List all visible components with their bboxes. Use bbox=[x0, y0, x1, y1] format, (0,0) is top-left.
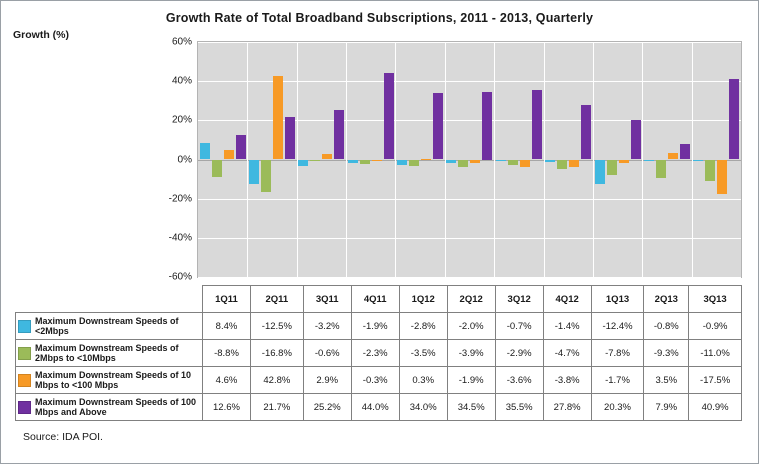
table-cell: 25.2% bbox=[303, 394, 351, 421]
table-row bbox=[16, 313, 742, 340]
legend-cell bbox=[16, 340, 203, 367]
bar-slot bbox=[656, 42, 666, 277]
bar-slot bbox=[705, 42, 715, 277]
table-cell: 42.8% bbox=[250, 367, 303, 394]
legend-swatch-icon bbox=[18, 374, 31, 387]
bar bbox=[273, 76, 283, 160]
bar bbox=[729, 79, 739, 159]
bar bbox=[421, 159, 431, 160]
table-cell: -3.9% bbox=[447, 340, 495, 367]
legend-swatch-icon bbox=[18, 320, 31, 333]
bar-group bbox=[297, 42, 346, 277]
bar bbox=[680, 144, 690, 159]
bar-slot bbox=[298, 42, 308, 277]
source-note: Source: IDA POI. bbox=[23, 431, 103, 443]
legend-swatch-icon bbox=[18, 401, 31, 414]
bar-group bbox=[494, 42, 543, 277]
bar bbox=[224, 150, 234, 159]
bar-slot bbox=[433, 42, 443, 277]
table-cell: -3.8% bbox=[543, 367, 591, 394]
column-header: 3Q11 bbox=[303, 286, 351, 313]
y-axis-tick: 60% bbox=[171, 36, 192, 48]
bar-slot bbox=[397, 42, 407, 277]
column-header: 4Q11 bbox=[351, 286, 399, 313]
bar bbox=[656, 160, 666, 178]
bar bbox=[705, 160, 715, 182]
bar-slot bbox=[717, 42, 727, 277]
bar bbox=[520, 160, 530, 167]
bar-group bbox=[642, 42, 691, 277]
bar bbox=[470, 160, 480, 164]
column-header: 2Q12 bbox=[447, 286, 495, 313]
table-cell: -3.2% bbox=[303, 313, 351, 340]
table-cell: -0.8% bbox=[644, 313, 689, 340]
table-cell: -16.8% bbox=[250, 340, 303, 367]
bar-slot bbox=[668, 42, 678, 277]
bar-slot bbox=[581, 42, 591, 277]
table-cell: -1.7% bbox=[591, 367, 644, 394]
bar-slot bbox=[557, 42, 567, 277]
bar bbox=[384, 73, 394, 159]
bar-group bbox=[247, 42, 296, 277]
table-cell: -12.5% bbox=[250, 313, 303, 340]
y-axis-tick: 40% bbox=[171, 75, 192, 87]
bar bbox=[607, 160, 617, 175]
bar bbox=[508, 160, 518, 166]
bar-group bbox=[692, 42, 741, 277]
bar bbox=[581, 105, 591, 159]
table-cell: 7.9% bbox=[644, 394, 689, 421]
bar-slot bbox=[520, 42, 530, 277]
bar-slot bbox=[200, 42, 210, 277]
table-cell: -3.5% bbox=[399, 340, 447, 367]
table-cell: -2.9% bbox=[495, 340, 543, 367]
bar-slot bbox=[446, 42, 456, 277]
table-cell: -11.0% bbox=[689, 340, 742, 367]
bar bbox=[644, 160, 654, 162]
table-cell: -0.3% bbox=[351, 367, 399, 394]
y-axis-tick: 20% bbox=[171, 114, 192, 126]
table-cell: -17.5% bbox=[689, 367, 742, 394]
bar-group bbox=[198, 42, 247, 277]
bar bbox=[261, 160, 271, 193]
data-table bbox=[15, 285, 742, 421]
bar-group bbox=[445, 42, 494, 277]
table-row bbox=[16, 367, 742, 394]
legend-label: Maximum Downstream Speeds of 100 Mbps and Above bbox=[35, 396, 197, 417]
column-header: 1Q11 bbox=[203, 286, 251, 313]
table-cell: -12.4% bbox=[591, 313, 644, 340]
bar bbox=[322, 154, 332, 160]
column-header: 2Q11 bbox=[250, 286, 303, 313]
table-cell: -9.3% bbox=[644, 340, 689, 367]
table-cell: -0.9% bbox=[689, 313, 742, 340]
bar-group bbox=[593, 42, 642, 277]
bar-slot bbox=[285, 42, 295, 277]
column-header: 4Q12 bbox=[543, 286, 591, 313]
bar bbox=[496, 160, 506, 161]
y-axis-tick: -20% bbox=[168, 193, 192, 205]
table-cell: 20.3% bbox=[591, 394, 644, 421]
bar bbox=[212, 160, 222, 177]
table-cell: -1.9% bbox=[351, 313, 399, 340]
bar-slot bbox=[249, 42, 259, 277]
bar bbox=[249, 160, 259, 184]
bar-group bbox=[544, 42, 593, 277]
table-corner-cell bbox=[16, 286, 203, 313]
bar-slot bbox=[470, 42, 480, 277]
chart-title: Growth Rate of Total Broadband Subscriptions, 2011 - 2013, Quarterly bbox=[165, 11, 594, 25]
table-cell: 0.3% bbox=[399, 367, 447, 394]
bar-slot bbox=[212, 42, 222, 277]
table-cell: 27.8% bbox=[543, 394, 591, 421]
legend-swatch-icon bbox=[18, 347, 31, 360]
legend-label: Maximum Downstream Speeds of 2Mbps to <10Mbps bbox=[35, 342, 179, 363]
bar bbox=[569, 160, 579, 167]
bar-group bbox=[346, 42, 395, 277]
bar-slot bbox=[607, 42, 617, 277]
table-cell: -2.8% bbox=[399, 313, 447, 340]
column-header: 3Q13 bbox=[689, 286, 742, 313]
legend-cell bbox=[16, 313, 203, 340]
legend-cell bbox=[16, 394, 203, 421]
bar bbox=[348, 160, 358, 164]
bar bbox=[397, 160, 407, 165]
bar-slot bbox=[545, 42, 555, 277]
table-cell: 2.9% bbox=[303, 367, 351, 394]
bar bbox=[372, 160, 382, 161]
bar bbox=[236, 135, 246, 160]
bar-slot bbox=[384, 42, 394, 277]
legend-cell bbox=[16, 367, 203, 394]
bar-slot bbox=[569, 42, 579, 277]
bar bbox=[334, 110, 344, 159]
y-axis-label: Growth (%) bbox=[13, 29, 69, 41]
table-row bbox=[16, 394, 742, 421]
bar bbox=[446, 160, 456, 164]
table-cell: 8.4% bbox=[203, 313, 251, 340]
bar-slot bbox=[348, 42, 358, 277]
bar-slot bbox=[619, 42, 629, 277]
table-cell: -3.6% bbox=[495, 367, 543, 394]
y-axis-tick: -60% bbox=[168, 271, 192, 283]
table-cell: -2.0% bbox=[447, 313, 495, 340]
table-cell: 4.6% bbox=[203, 367, 251, 394]
bar-slot bbox=[693, 42, 703, 277]
bar-slot bbox=[631, 42, 641, 277]
plot-area bbox=[168, 36, 742, 283]
bar-slot bbox=[372, 42, 382, 277]
legend-label: Maximum Downstream Speeds of <2Mbps bbox=[35, 315, 179, 336]
bar bbox=[433, 93, 443, 160]
bar bbox=[668, 153, 678, 160]
bar bbox=[310, 160, 320, 161]
table-cell: -7.8% bbox=[591, 340, 644, 367]
bar-slot bbox=[496, 42, 506, 277]
bar bbox=[200, 143, 210, 159]
table-cell: 34.0% bbox=[399, 394, 447, 421]
bar-slot bbox=[532, 42, 542, 277]
bar-slot bbox=[360, 42, 370, 277]
bar-group bbox=[395, 42, 444, 277]
bar-slot bbox=[680, 42, 690, 277]
table-cell: -2.3% bbox=[351, 340, 399, 367]
table-cell: -0.7% bbox=[495, 313, 543, 340]
bar bbox=[619, 160, 629, 163]
table-cell: 35.5% bbox=[495, 394, 543, 421]
bar-slot bbox=[644, 42, 654, 277]
table-cell: 40.9% bbox=[689, 394, 742, 421]
bar bbox=[693, 160, 703, 162]
bar bbox=[545, 160, 555, 163]
table-cell: 34.5% bbox=[447, 394, 495, 421]
bar-slot bbox=[482, 42, 492, 277]
bar bbox=[557, 160, 567, 169]
table-cell: 21.7% bbox=[250, 394, 303, 421]
bar-slot bbox=[261, 42, 271, 277]
bar-slot bbox=[458, 42, 468, 277]
table-header-row bbox=[16, 286, 742, 313]
bar-slot bbox=[421, 42, 431, 277]
bar-slot bbox=[508, 42, 518, 277]
bar-slot bbox=[409, 42, 419, 277]
bar-slot bbox=[310, 42, 320, 277]
bar bbox=[409, 160, 419, 167]
bar-slot bbox=[334, 42, 344, 277]
table-row bbox=[16, 340, 742, 367]
table-cell: -1.9% bbox=[447, 367, 495, 394]
bar-slot bbox=[273, 42, 283, 277]
table-cell: 44.0% bbox=[351, 394, 399, 421]
table-cell: -4.7% bbox=[543, 340, 591, 367]
bar bbox=[595, 160, 605, 184]
bar bbox=[285, 117, 295, 159]
table-cell: 12.6% bbox=[203, 394, 251, 421]
bar-slot bbox=[322, 42, 332, 277]
column-header: 2Q13 bbox=[644, 286, 689, 313]
bar bbox=[631, 120, 641, 160]
bar bbox=[360, 160, 370, 165]
table-cell: 3.5% bbox=[644, 367, 689, 394]
bar-slot bbox=[729, 42, 739, 277]
bar bbox=[532, 90, 542, 160]
bar bbox=[717, 160, 727, 194]
table-cell: -8.8% bbox=[203, 340, 251, 367]
gridline bbox=[198, 277, 741, 278]
table-cell: -1.4% bbox=[543, 313, 591, 340]
bar bbox=[482, 92, 492, 160]
bar-slot bbox=[236, 42, 246, 277]
column-header: 1Q12 bbox=[399, 286, 447, 313]
column-header: 1Q13 bbox=[591, 286, 644, 313]
table-cell: -0.6% bbox=[303, 340, 351, 367]
y-axis-tick: 0% bbox=[177, 154, 192, 165]
bar bbox=[458, 160, 468, 168]
bar-slot bbox=[595, 42, 605, 277]
legend-label: Maximum Downstream Speeds of 10 Mbps to <100 Mbps bbox=[35, 369, 192, 390]
bar-slot bbox=[224, 42, 234, 277]
bar bbox=[298, 160, 308, 166]
y-axis-tick: -40% bbox=[168, 232, 192, 244]
column-header: 3Q12 bbox=[495, 286, 543, 313]
